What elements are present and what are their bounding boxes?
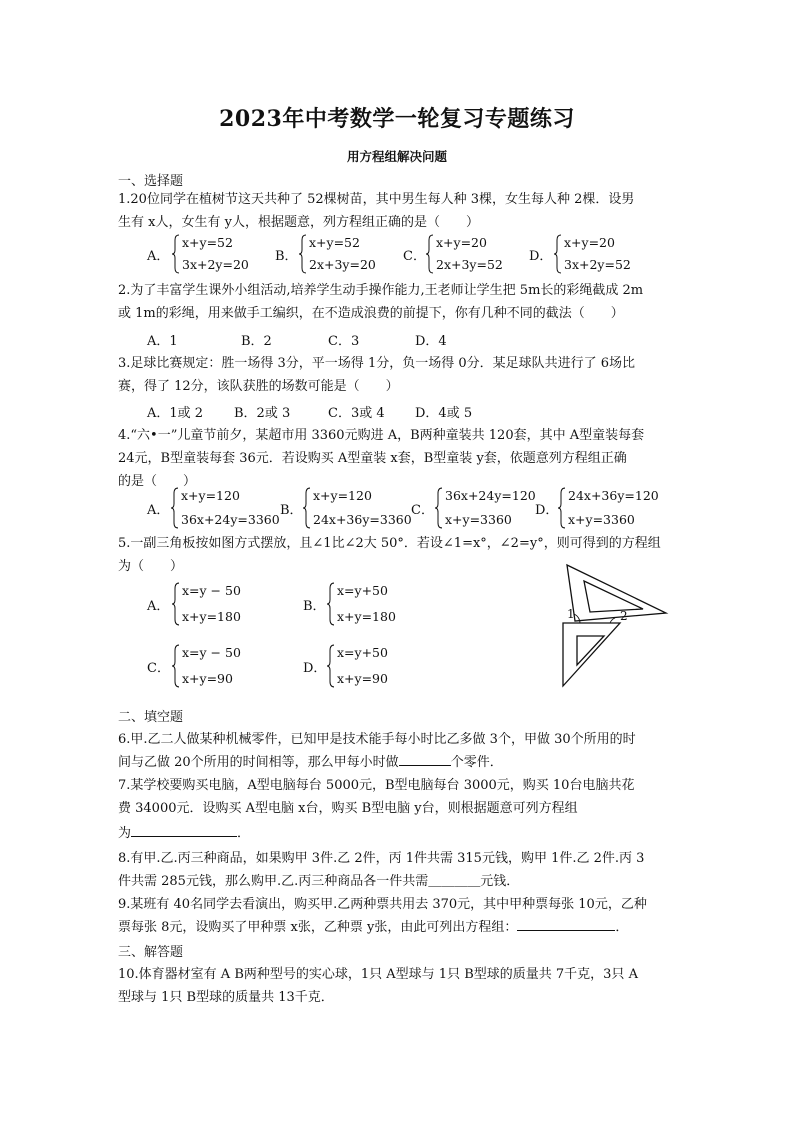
equation: x=y+50 bbox=[337, 645, 388, 660]
question-7-line-3 bbox=[118, 822, 250, 845]
upper-triangle-outer bbox=[567, 565, 666, 621]
question-3-line-2: 赛，得了 12分，该队获胜的场数可能是（ ） bbox=[118, 379, 399, 394]
answer-blank[interactable]: ＿＿＿＿ bbox=[428, 874, 481, 889]
equation: 2x+3y=20 bbox=[309, 257, 376, 272]
q5-option-a-label: A． bbox=[147, 599, 170, 614]
equation: 3x+2y=20 bbox=[182, 257, 249, 272]
q4-option-d-label: D． bbox=[535, 503, 559, 518]
question-6-text-end: 个零件． bbox=[450, 755, 503, 770]
q3-option-a: A．1或 2 bbox=[147, 406, 204, 421]
q4-option-b-system bbox=[302, 487, 412, 529]
equation: x=y − 50 bbox=[182, 645, 241, 660]
equation: x+y=90 bbox=[182, 671, 233, 686]
upper-triangle-inner bbox=[584, 581, 643, 612]
brace-icon bbox=[434, 487, 443, 529]
question-7-line-1: 7.某学校要购买电脑，A型电脑每台 5000元，B型电脑每台 3000元，购买 10台电脑共花 bbox=[118, 778, 635, 793]
question-9-line-2 bbox=[118, 916, 628, 939]
brace-icon bbox=[170, 487, 179, 529]
q1-option-d-label: D． bbox=[529, 249, 553, 264]
q4-option-a-label: A． bbox=[147, 503, 170, 518]
q5-option-c-system bbox=[171, 644, 241, 688]
q4-option-a-system bbox=[170, 487, 280, 529]
lower-triangle-outer bbox=[563, 623, 620, 686]
q1-option-b-label: B． bbox=[275, 249, 298, 264]
brace-icon bbox=[326, 582, 335, 626]
answer-blank[interactable] bbox=[399, 751, 451, 766]
question-6-text: 间与乙做 20个所用的时间相等，那么甲每小时做 bbox=[118, 755, 399, 770]
question-6-line-2 bbox=[118, 751, 503, 774]
equation: x=y − 50 bbox=[182, 583, 241, 598]
q5-option-a-system bbox=[171, 582, 241, 626]
lower-triangle-inner bbox=[577, 636, 604, 665]
brace-icon bbox=[171, 234, 180, 274]
answer-blank[interactable] bbox=[131, 822, 237, 837]
brace-icon bbox=[298, 234, 307, 274]
q5-option-b-label: B． bbox=[303, 599, 326, 614]
section-heading-solve: 三、解答题 bbox=[118, 945, 184, 960]
equation: x+y=90 bbox=[337, 671, 388, 686]
equation: x+y=20 bbox=[436, 235, 487, 250]
q1-option-a-label: A． bbox=[147, 249, 170, 264]
brace-icon bbox=[302, 487, 311, 529]
question-7-line-2: 费 34000元．设购买 A型电脑 x台，购买 B型电脑 y台，则根据题意可列方程组 bbox=[118, 801, 578, 816]
question-5-line-2: 为（ ） bbox=[118, 559, 184, 574]
page-title: 2023年中考数学一轮复习专题练习 bbox=[219, 106, 575, 132]
question-5-line-1: 5.一副三角板按如图方式摆放，且∠1比∠2大 50°．若设∠1=x°，∠2=y°，则可得到的方程组 bbox=[118, 536, 661, 551]
question-6-line-1: 6.甲.乙二人做某种机械零件，已知甲是技术能手每小时比乙多做 3个，甲做 30个所用的时 bbox=[118, 732, 636, 747]
q1-option-c-system bbox=[425, 234, 503, 274]
angle-2-arc bbox=[610, 618, 615, 623]
page-subtitle: 用方程组解决问题 bbox=[346, 149, 447, 164]
equation: x+y=3360 bbox=[445, 512, 512, 527]
equation: 24x+36y=120 bbox=[568, 488, 659, 503]
q4-option-c-label: C． bbox=[411, 503, 434, 518]
q2-option-c: C．3 bbox=[328, 334, 360, 349]
question-9-text: 票每张 8元，设购买了甲种票 x张，乙种票 y张，由此可列出方程组： bbox=[118, 920, 518, 935]
equation: x+y=180 bbox=[182, 609, 241, 624]
q1-option-b-system bbox=[298, 234, 376, 274]
question-7-text-end: ． bbox=[237, 826, 251, 841]
q4-option-c-system bbox=[434, 487, 536, 529]
q3-option-c: C．3或 4 bbox=[328, 406, 385, 421]
brace-icon bbox=[326, 644, 335, 688]
question-4-line-1: 4.“六•一”儿童节前夕，某超市用 3360元购进 A，B两种童装共 120套，其中 A型童装每套 bbox=[118, 428, 645, 443]
q3-option-d: D．4或 5 bbox=[415, 406, 473, 421]
equation: x+y=52 bbox=[182, 235, 233, 250]
q2-option-b: B．2 bbox=[241, 334, 272, 349]
section-heading-fill: 二、填空题 bbox=[118, 710, 184, 725]
equation: x+y=120 bbox=[181, 488, 240, 503]
answer-blank[interactable] bbox=[517, 916, 615, 931]
equation: x+y=20 bbox=[564, 235, 615, 250]
q3-option-b: B．2或 3 bbox=[234, 406, 291, 421]
equation: x+y=3360 bbox=[568, 512, 635, 527]
q4-option-b-label: B． bbox=[280, 503, 303, 518]
question-4-line-3: 的是（ ） bbox=[118, 474, 197, 489]
brace-icon bbox=[171, 582, 180, 626]
angle-1-label: 1 bbox=[567, 607, 575, 621]
question-10-line-2: 型球与 1只 B型球的质量共 13千克． bbox=[118, 990, 334, 1005]
question-4-line-2: 24元，B型童装每套 36元．若设购买 A型童装 x套，B型童装 y套，依题意列方程组正确 bbox=[118, 451, 627, 466]
q2-option-a: A．1 bbox=[147, 334, 178, 349]
equation: x+y=180 bbox=[337, 609, 396, 624]
brace-icon bbox=[171, 644, 180, 688]
q5-option-c-label: C． bbox=[147, 661, 170, 676]
q5-option-b-system bbox=[326, 582, 396, 626]
equation: 24x+36y=3360 bbox=[313, 512, 412, 527]
question-3-line-1: 3.足球比赛规定：胜一场得 3分，平一场得 1分，负一场得 0分．某足球队共进行了 6场比 bbox=[118, 356, 636, 371]
equation: 36x+24y=120 bbox=[445, 488, 536, 503]
question-7-text: 为 bbox=[118, 826, 132, 841]
brace-icon bbox=[425, 234, 434, 274]
equation: x+y=52 bbox=[309, 235, 360, 250]
question-2-line-2: 或 1m的彩绳，用来做手工编织，在不造成浪费的前提下，你有几种不同的截法（ ） bbox=[118, 306, 624, 321]
equation: x+y=120 bbox=[313, 488, 372, 503]
q1-option-a-system bbox=[171, 234, 249, 274]
q5-option-d-system bbox=[326, 644, 388, 688]
brace-icon bbox=[553, 234, 562, 274]
question-1-line-1: 1.20位同学在植树节这天共种了 52棵树苗，其中男生每人种 3棵，女生每人种 2棵．设男 bbox=[118, 192, 635, 207]
equation: x=y+50 bbox=[337, 583, 388, 598]
q1-option-d-system bbox=[553, 234, 631, 274]
question-9-line-1: 9.某班有 40名同学去看演出，购买甲.乙两种票共用去 370元，其中甲种票每张 10元，乙种 bbox=[118, 897, 647, 912]
question-8-text: 件共需 285元钱，那么购甲.乙.丙三种商品各一件共需 bbox=[118, 874, 429, 889]
equation: 36x+24y=3360 bbox=[181, 512, 280, 527]
question-8-text-end: 元钱． bbox=[480, 874, 520, 889]
q5-option-d-label: D． bbox=[303, 661, 327, 676]
equation: 2x+3y=52 bbox=[436, 257, 503, 272]
q4-option-d-system bbox=[557, 487, 659, 529]
angle-2-label: 2 bbox=[620, 609, 628, 623]
question-2-line-1: 2.为了丰富学生课外小组活动,培养学生动手操作能力,王老师让学生把 5m长的彩绳截成 2m bbox=[118, 283, 644, 298]
section-heading-choice: 一、选择题 bbox=[118, 174, 184, 189]
equation: 3x+2y=52 bbox=[564, 257, 631, 272]
question-8-line-1: 8.有甲.乙.丙三种商品，如果购甲 3件.乙 2件，丙 1件共需 315元钱，购甲 1件.乙 2件.丙 3 bbox=[118, 851, 645, 866]
q2-option-d: D．4 bbox=[415, 334, 447, 349]
question-10-line-1: 10.体育器材室有 A B两种型号的实心球，1只 A型球与 1只 B型球的质量共 7千克，3只 A bbox=[118, 967, 638, 982]
brace-icon bbox=[557, 487, 566, 529]
question-8-line-2 bbox=[118, 870, 519, 893]
set-squares-figure bbox=[553, 557, 673, 692]
q1-option-c-label: C． bbox=[403, 249, 426, 264]
question-1-line-2: 生有 x人，女生有 y人，根据题意，列方程组正确的是（ ） bbox=[118, 215, 479, 230]
question-9-text-end: ． bbox=[615, 920, 629, 935]
